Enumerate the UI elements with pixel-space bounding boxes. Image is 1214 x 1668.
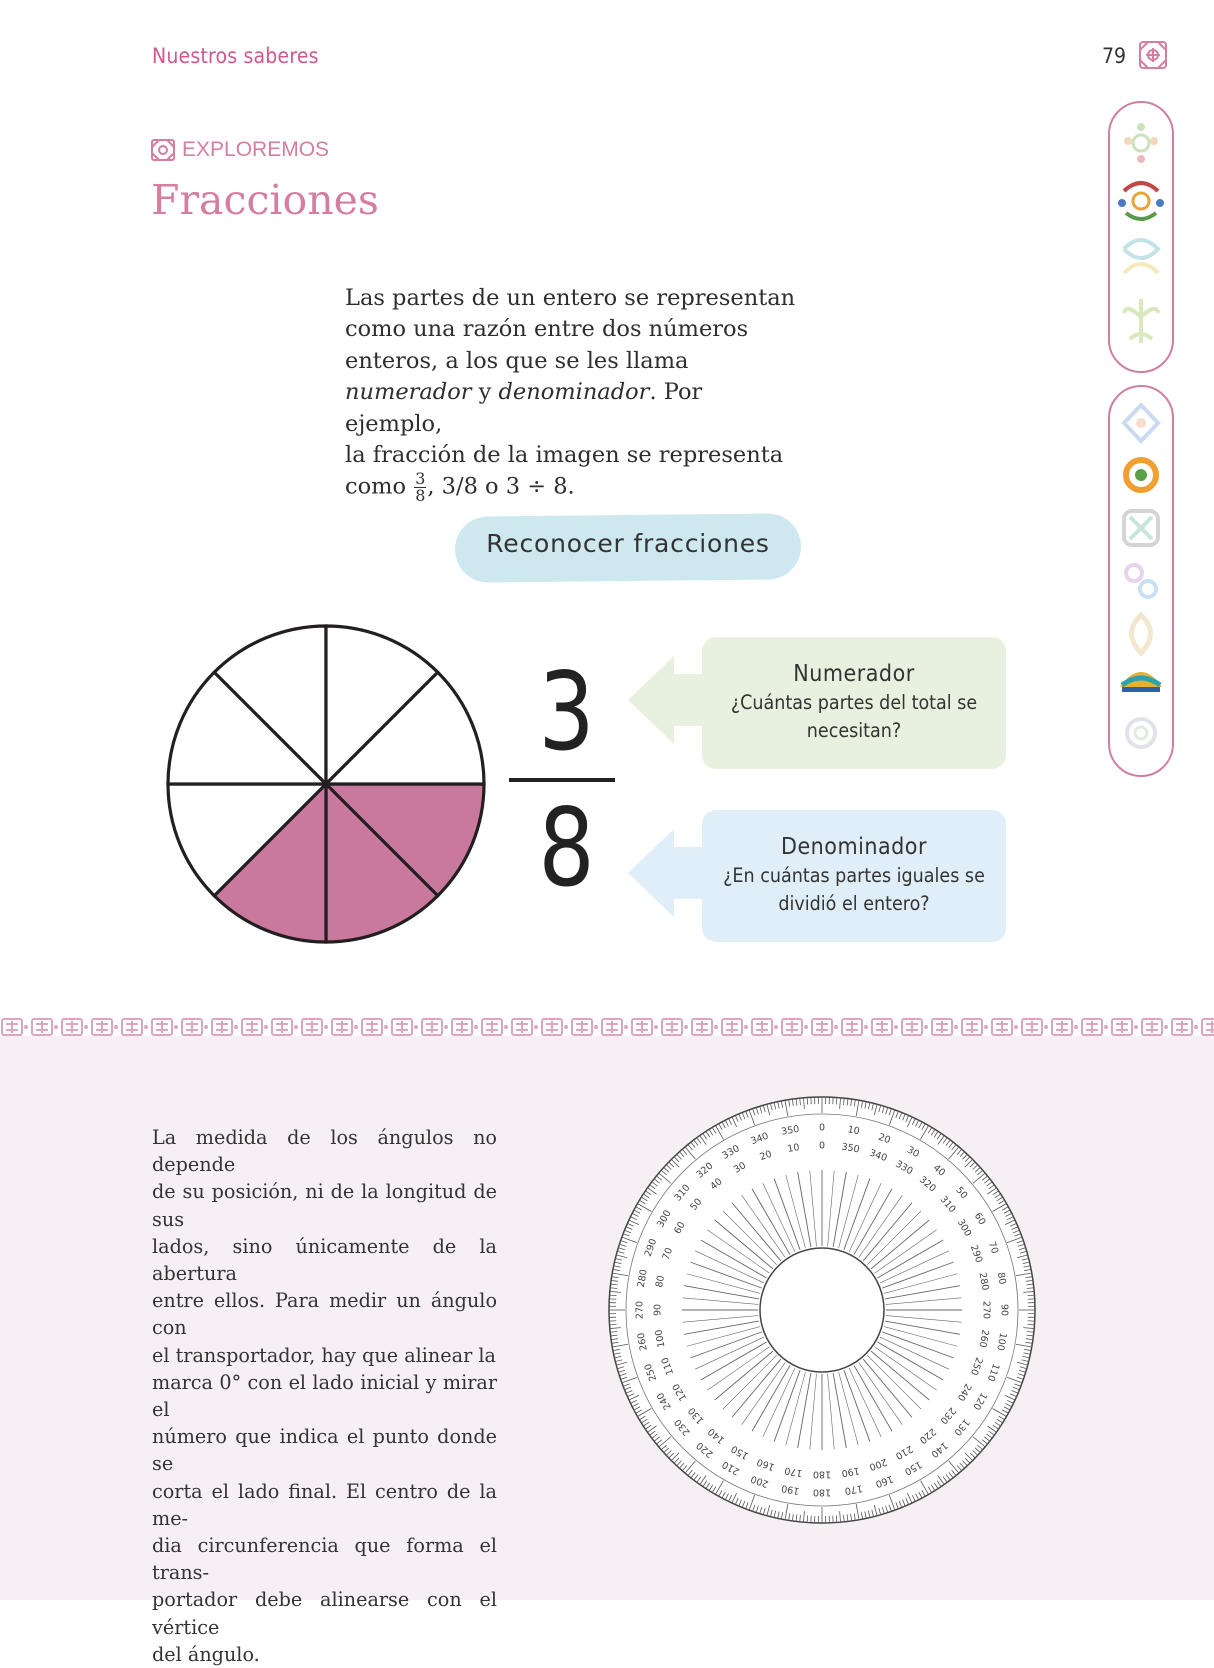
protractor-outer-label: 70 bbox=[986, 1240, 1000, 1255]
protractor-inner-label: 50 bbox=[688, 1196, 704, 1212]
denominator-arrow-icon bbox=[628, 829, 708, 917]
protractor-inner-label: 10 bbox=[787, 1142, 801, 1155]
protractor-inner-label: 320 bbox=[917, 1174, 938, 1194]
protractor-marks bbox=[609, 1097, 1035, 1523]
angles-line: lados, sino únicamente de la abertura bbox=[152, 1233, 497, 1287]
protractor-inner-label: 210 bbox=[893, 1443, 914, 1462]
protractor-outer-label: 90 bbox=[999, 1304, 1010, 1316]
intro-text: como bbox=[345, 474, 406, 500]
fraction-pie bbox=[160, 618, 492, 950]
protractor-outer-label: 30 bbox=[905, 1145, 921, 1161]
protractor-outer-label: 50 bbox=[953, 1185, 969, 1201]
protractor-inner-label: 250 bbox=[968, 1356, 985, 1377]
angles-line: entre ellos. Para medir un ángulo con bbox=[152, 1287, 497, 1341]
protractor-center-hole bbox=[760, 1248, 884, 1372]
protractor-inner-label: 80 bbox=[654, 1275, 667, 1289]
protractor-inner-label: 160 bbox=[756, 1456, 777, 1473]
inline-fraction-numerator: 3 bbox=[414, 471, 426, 488]
protractor-inner-label: 220 bbox=[917, 1426, 938, 1446]
protractor-inner-label: 140 bbox=[706, 1426, 727, 1446]
big-denominator: 8 bbox=[538, 786, 587, 911]
ornament-icon bbox=[1136, 38, 1170, 74]
protractor-inner-label: 340 bbox=[868, 1148, 889, 1165]
seed-icon bbox=[1124, 123, 1158, 163]
intro-line: la fracción de la imagen se representa bbox=[345, 440, 805, 471]
protractor bbox=[602, 1090, 1042, 1530]
protractor-inner-label: 240 bbox=[955, 1381, 974, 1402]
protractor-inner-label: 310 bbox=[938, 1194, 958, 1215]
protractor-outer-label: 120 bbox=[970, 1390, 989, 1411]
protractor-outer-label: 170 bbox=[844, 1482, 864, 1496]
protractor-outer-label: 280 bbox=[636, 1269, 650, 1289]
protractor-inner-label: 190 bbox=[841, 1465, 861, 1479]
big-numerator: 3 bbox=[538, 650, 587, 775]
inline-fraction-denominator: 8 bbox=[414, 488, 426, 504]
protractor-outer-label: 20 bbox=[877, 1132, 892, 1146]
numerator-box bbox=[702, 637, 1006, 769]
eye-ring-icon bbox=[1126, 460, 1156, 490]
angles-line: dia circunferencia que forma el trans- bbox=[152, 1532, 497, 1586]
protractor-inner-label: 260 bbox=[977, 1329, 991, 1349]
compass-star-icon bbox=[1124, 405, 1158, 441]
protractor-inner-label: 180 bbox=[813, 1469, 831, 1480]
intro-text: , 3/8 o 3 ÷ 8. bbox=[427, 474, 574, 500]
intro-conjunction: y bbox=[472, 379, 499, 405]
page-title: Fracciones bbox=[151, 176, 379, 224]
protractor-outer-label: 210 bbox=[720, 1458, 741, 1477]
denominador-term: denominador bbox=[499, 379, 650, 405]
landscape-arc-icon bbox=[1120, 672, 1162, 692]
protractor-outer-label: 60 bbox=[972, 1211, 988, 1227]
intro-paragraph bbox=[345, 283, 805, 504]
sidebar-group-2 bbox=[1108, 385, 1174, 777]
numerador-term: numerador bbox=[345, 379, 472, 405]
explore-text: EXPLOREMOS bbox=[182, 138, 329, 162]
denominator-question-line: dividió el entero? bbox=[702, 890, 1006, 918]
sidebar-icons-1 bbox=[1110, 103, 1172, 371]
angles-line: corta el lado final. El centro de la me- bbox=[152, 1478, 497, 1532]
hourglass-icon bbox=[1124, 511, 1158, 545]
protractor-outer-label: 10 bbox=[847, 1124, 861, 1137]
protractor-outer-label: 250 bbox=[643, 1362, 660, 1383]
angles-line: del ángulo. bbox=[152, 1641, 497, 1668]
protractor-outer-label: 180 bbox=[813, 1487, 831, 1498]
protractor-inner-label: 200 bbox=[868, 1456, 889, 1473]
intro-text: . Por ejemplo, bbox=[345, 379, 702, 436]
pie-slices bbox=[168, 626, 484, 942]
protractor-outer-label: 330 bbox=[720, 1143, 741, 1162]
sun-figure-icon bbox=[1118, 183, 1164, 219]
people-circle-icon bbox=[1124, 240, 1158, 273]
protractor-outer-label: 110 bbox=[985, 1362, 1002, 1383]
protractor-inner-label: 30 bbox=[732, 1160, 748, 1176]
sidebar-group-1 bbox=[1108, 101, 1174, 373]
protractor-outer-label: 240 bbox=[655, 1390, 674, 1411]
protractor-outer-label: 230 bbox=[673, 1417, 693, 1438]
intro-line bbox=[345, 377, 805, 440]
protractor-outer-label: 270 bbox=[635, 1301, 646, 1319]
protractor-inner-label: 0 bbox=[819, 1141, 825, 1152]
protractor-inner-label: 290 bbox=[968, 1244, 985, 1265]
protractor-outer-label: 340 bbox=[749, 1131, 770, 1148]
denominator-box bbox=[702, 810, 1006, 942]
numerator-arrow-icon bbox=[628, 656, 708, 744]
protractor-outer-label: 150 bbox=[902, 1458, 923, 1477]
page-number: 79 bbox=[1102, 44, 1126, 68]
protractor-inner-label: 280 bbox=[977, 1272, 991, 1292]
intro-line bbox=[345, 471, 805, 504]
protractor-inner-label: 330 bbox=[893, 1159, 914, 1178]
numerator-question-line: ¿Cuántas partes del total se bbox=[702, 689, 1006, 717]
circle-swirl-icon bbox=[1127, 719, 1155, 747]
protractor-inner-label: 70 bbox=[661, 1246, 675, 1261]
intro-line: enteros, a los que se les llama bbox=[345, 346, 805, 377]
protractor-inner-label: 110 bbox=[660, 1356, 677, 1377]
topic-pill-label: Reconocer fracciones bbox=[455, 529, 801, 558]
angles-paragraph bbox=[152, 1124, 497, 1668]
decorative-border bbox=[0, 1016, 1214, 1038]
sidebar-icons-2 bbox=[1110, 387, 1172, 775]
protractor-inner-label: 300 bbox=[955, 1217, 974, 1238]
protractor-inner-label: 150 bbox=[729, 1443, 750, 1462]
denominator-heading: Denominador bbox=[702, 834, 1006, 860]
protractor-inner-label: 40 bbox=[708, 1176, 724, 1192]
protractor-inner-label: 20 bbox=[758, 1149, 773, 1163]
numerator-heading: Numerador bbox=[702, 661, 1006, 687]
protractor-inner-label: 350 bbox=[841, 1142, 861, 1156]
protractor-inner-label: 230 bbox=[938, 1405, 958, 1426]
protractor-inner-label: 120 bbox=[671, 1381, 690, 1402]
protractor-inner-label: 270 bbox=[981, 1301, 992, 1319]
angles-line: número que indica el punto donde se bbox=[152, 1423, 497, 1477]
protractor-inner-label: 90 bbox=[653, 1304, 664, 1316]
protractor-outer-label: 100 bbox=[994, 1332, 1008, 1352]
protractor-outer-label: 350 bbox=[781, 1124, 801, 1138]
protractor-outer-label: 200 bbox=[749, 1473, 770, 1490]
intro-line: Las partes de un entero se representan bbox=[345, 283, 805, 314]
intro-line: como una razón entre dos números bbox=[345, 314, 805, 345]
angles-line: marca 0° con el lado inicial y mirar el bbox=[152, 1369, 497, 1423]
denominator-question-line: ¿En cuántas partes iguales se bbox=[702, 862, 1006, 890]
protractor-outer-label: 260 bbox=[636, 1332, 650, 1352]
protractor-outer-label: 320 bbox=[695, 1161, 716, 1181]
numerator-question-line: necesitan? bbox=[702, 717, 1006, 745]
explore-label bbox=[150, 138, 329, 162]
protractor-outer-label: 300 bbox=[655, 1208, 674, 1229]
angles-line: La medida de los ángulos no depende bbox=[152, 1124, 497, 1178]
protractor-outer-label: 130 bbox=[951, 1417, 971, 1438]
protractor-outer-label: 80 bbox=[995, 1271, 1008, 1285]
protractor-outer-label: 220 bbox=[695, 1439, 716, 1459]
protractor-inner-label: 100 bbox=[654, 1329, 668, 1349]
fraction-bar bbox=[509, 778, 615, 782]
shell-icon bbox=[1132, 615, 1151, 653]
protractor-outer-label: 40 bbox=[931, 1162, 947, 1178]
protractor-outer-label: 190 bbox=[781, 1482, 801, 1496]
protractor-inner-label: 170 bbox=[784, 1465, 804, 1479]
angles-line: el transportador, hay que alinear la bbox=[152, 1342, 497, 1369]
protractor-outer-label: 290 bbox=[643, 1237, 660, 1258]
protractor-outer-label: 160 bbox=[874, 1473, 895, 1490]
protractor-outer-label: 140 bbox=[929, 1439, 950, 1459]
protractor-outer-label: 310 bbox=[673, 1183, 693, 1204]
plant-figure-icon bbox=[1124, 299, 1158, 343]
chain-link-icon bbox=[1126, 565, 1156, 597]
protractor-outer-label: 0 bbox=[819, 1123, 825, 1134]
explore-ornament-icon bbox=[150, 138, 176, 162]
angles-line: portador debe alinearse con el vértice bbox=[152, 1586, 497, 1640]
protractor-inner-label: 130 bbox=[686, 1405, 706, 1426]
section-header: Nuestros saberes bbox=[152, 44, 319, 68]
inline-fraction bbox=[414, 471, 426, 504]
angles-line: de su posición, ni de la longitud de sus bbox=[152, 1178, 497, 1232]
protractor-inner-label: 60 bbox=[672, 1220, 688, 1236]
